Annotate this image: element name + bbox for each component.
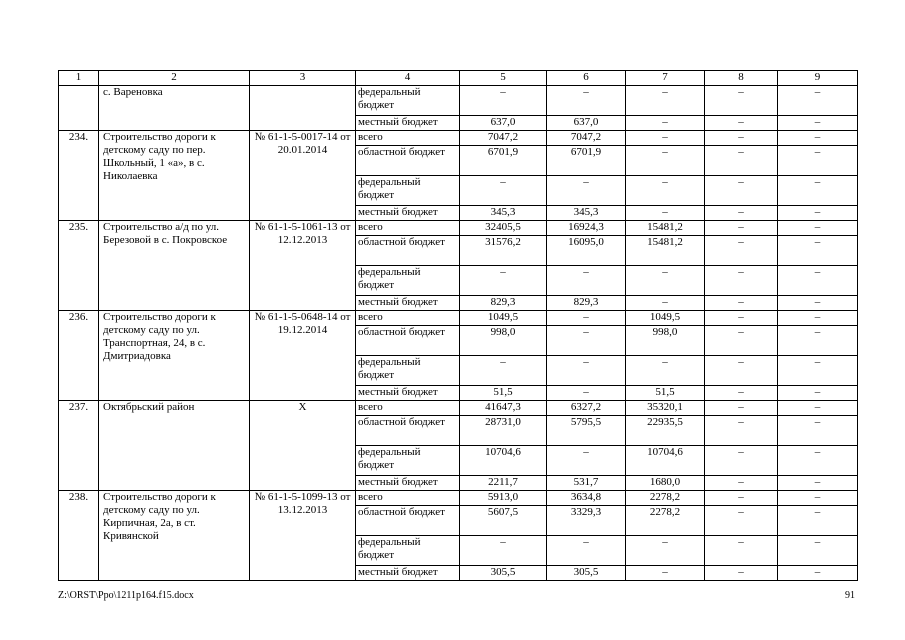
funding-type: местный бюджет	[356, 476, 460, 491]
table-row	[59, 131, 858, 146]
document-ref: № 61-1-5-0648-14 от 19.12.2014	[250, 311, 356, 401]
value-cell: –	[547, 386, 626, 401]
row-number: 235.	[59, 221, 99, 311]
funding-type: областной бюджет	[356, 326, 460, 356]
budget-table	[58, 70, 858, 581]
document-ref: № 61-1-5-1061-13 от 12.12.2013	[250, 221, 356, 311]
object-name: Октябрьский район	[99, 401, 250, 491]
column-header: 8	[705, 71, 778, 86]
value-cell: –	[705, 116, 778, 131]
value-cell: –	[778, 236, 858, 266]
value-cell: 829,3	[547, 296, 626, 311]
value-cell: 28731,0	[460, 416, 547, 446]
value-cell: –	[705, 386, 778, 401]
table-row	[59, 401, 858, 416]
value-cell: 7047,2	[547, 131, 626, 146]
value-cell: –	[547, 536, 626, 566]
value-cell: 15481,2	[626, 236, 705, 266]
value-cell: 2211,7	[460, 476, 547, 491]
column-header: 3	[250, 71, 356, 86]
row-number: 238.	[59, 491, 99, 581]
value-cell: –	[705, 446, 778, 476]
value-cell: –	[705, 221, 778, 236]
row-number: 237.	[59, 401, 99, 491]
funding-type: федеральный бюджет	[356, 356, 460, 386]
table-row	[59, 221, 858, 236]
value-cell: –	[460, 356, 547, 386]
value-cell: 5795,5	[547, 416, 626, 446]
funding-type: всего	[356, 131, 460, 146]
object-name: с. Вареновка	[99, 86, 250, 131]
column-header: 5	[460, 71, 547, 86]
funding-type: местный бюджет	[356, 206, 460, 221]
funding-type: федеральный бюджет	[356, 176, 460, 206]
value-cell: 35320,1	[626, 401, 705, 416]
funding-type: областной бюджет	[356, 236, 460, 266]
value-cell: 2278,2	[626, 506, 705, 536]
value-cell: –	[778, 476, 858, 491]
value-cell: –	[778, 86, 858, 116]
value-cell: –	[705, 176, 778, 206]
value-cell: 16924,3	[547, 221, 626, 236]
value-cell: –	[547, 446, 626, 476]
value-cell: –	[778, 326, 858, 356]
value-cell: –	[778, 401, 858, 416]
funding-type: местный бюджет	[356, 116, 460, 131]
value-cell: 345,3	[547, 206, 626, 221]
value-cell: –	[778, 446, 858, 476]
value-cell: –	[778, 176, 858, 206]
value-cell: –	[778, 296, 858, 311]
object-name: Строительство а/д по ул. Березовой в с. Покровское	[99, 221, 250, 311]
value-cell: –	[626, 566, 705, 581]
funding-type: местный бюджет	[356, 386, 460, 401]
document-ref: Х	[250, 401, 356, 491]
value-cell: –	[705, 566, 778, 581]
funding-type: всего	[356, 221, 460, 236]
document-ref: № 61-1-5-0017-14 от 20.01.2014	[250, 131, 356, 221]
value-cell: 51,5	[626, 386, 705, 401]
funding-type: всего	[356, 311, 460, 326]
value-cell: –	[547, 266, 626, 296]
value-cell: –	[778, 146, 858, 176]
table-row	[59, 491, 858, 506]
funding-type: федеральный бюджет	[356, 536, 460, 566]
value-cell: –	[460, 536, 547, 566]
value-cell: –	[778, 566, 858, 581]
document-ref: № 61-1-5-1099-13 от 13.12.2013	[250, 491, 356, 581]
value-cell: –	[547, 176, 626, 206]
value-cell: –	[778, 221, 858, 236]
column-header: 1	[59, 71, 99, 86]
value-cell: –	[778, 506, 858, 536]
value-cell: –	[705, 401, 778, 416]
row-number: 234.	[59, 131, 99, 221]
table-body	[59, 71, 858, 581]
funding-type: областной бюджет	[356, 416, 460, 446]
value-cell: 22935,5	[626, 416, 705, 446]
funding-type: всего	[356, 491, 460, 506]
value-cell: 3634,8	[547, 491, 626, 506]
value-cell: –	[547, 311, 626, 326]
value-cell: –	[778, 416, 858, 446]
funding-type: федеральный бюджет	[356, 86, 460, 116]
funding-type: местный бюджет	[356, 566, 460, 581]
column-header: 9	[778, 71, 858, 86]
value-cell: 345,3	[460, 206, 547, 221]
value-cell: –	[626, 266, 705, 296]
value-cell: –	[547, 356, 626, 386]
funding-type: всего	[356, 401, 460, 416]
value-cell: –	[705, 536, 778, 566]
value-cell: 51,5	[460, 386, 547, 401]
funding-type: федеральный бюджет	[356, 266, 460, 296]
value-cell: –	[626, 86, 705, 116]
footer-file-path: Z:\ORST\Ppo\1211p164.f15.docx	[58, 590, 194, 601]
header-row	[59, 71, 858, 86]
value-cell: –	[626, 206, 705, 221]
value-cell: –	[778, 116, 858, 131]
value-cell: –	[626, 296, 705, 311]
column-header: 6	[547, 71, 626, 86]
object-name: Строительство дороги к детскому саду по ул. Транспортная, 24, в с. Дмитриадовка	[99, 311, 250, 401]
value-cell: 41647,3	[460, 401, 547, 416]
value-cell: –	[705, 131, 778, 146]
value-cell: 6327,2	[547, 401, 626, 416]
value-cell: –	[778, 536, 858, 566]
row-number	[59, 86, 99, 131]
value-cell: –	[705, 206, 778, 221]
value-cell: –	[705, 266, 778, 296]
column-header: 4	[356, 71, 460, 86]
value-cell: –	[626, 131, 705, 146]
column-header: 2	[99, 71, 250, 86]
value-cell: 7047,2	[460, 131, 547, 146]
value-cell: –	[626, 176, 705, 206]
value-cell: –	[705, 296, 778, 311]
value-cell: –	[705, 86, 778, 116]
value-cell: –	[778, 311, 858, 326]
value-cell: 32405,5	[460, 221, 547, 236]
value-cell: 16095,0	[547, 236, 626, 266]
value-cell: –	[705, 311, 778, 326]
value-cell: –	[626, 116, 705, 131]
value-cell: –	[778, 491, 858, 506]
value-cell: 2278,2	[626, 491, 705, 506]
value-cell: –	[778, 356, 858, 386]
value-cell: –	[705, 326, 778, 356]
value-cell: 637,0	[460, 116, 547, 131]
table-row	[59, 86, 858, 116]
funding-type: областной бюджет	[356, 506, 460, 536]
value-cell: –	[547, 326, 626, 356]
value-cell: 3329,3	[547, 506, 626, 536]
value-cell: 1680,0	[626, 476, 705, 491]
value-cell: 998,0	[460, 326, 547, 356]
value-cell: 305,5	[460, 566, 547, 581]
row-number: 236.	[59, 311, 99, 401]
value-cell: 15481,2	[626, 221, 705, 236]
value-cell: 6701,9	[547, 146, 626, 176]
object-name: Строительство дороги к детскому саду по пер. Школьный, 1 «а», в с. Николаевка	[99, 131, 250, 221]
value-cell: 6701,9	[460, 146, 547, 176]
value-cell: 305,5	[547, 566, 626, 581]
value-cell: 829,3	[460, 296, 547, 311]
value-cell: –	[460, 266, 547, 296]
value-cell: –	[626, 146, 705, 176]
value-cell: –	[778, 206, 858, 221]
page-number: 91	[845, 590, 855, 601]
value-cell: –	[778, 386, 858, 401]
value-cell: –	[705, 146, 778, 176]
value-cell: –	[626, 356, 705, 386]
value-cell: –	[547, 86, 626, 116]
value-cell: –	[705, 356, 778, 386]
value-cell: 998,0	[626, 326, 705, 356]
value-cell: –	[460, 86, 547, 116]
value-cell: 637,0	[547, 116, 626, 131]
funding-type: местный бюджет	[356, 296, 460, 311]
value-cell: 1049,5	[626, 311, 705, 326]
value-cell: –	[705, 506, 778, 536]
table-row	[59, 311, 858, 326]
object-name: Строительство дороги к детскому саду по ул. Кирпичная, 2а, в ст. Кривянской	[99, 491, 250, 581]
value-cell: 31576,2	[460, 236, 547, 266]
value-cell: –	[778, 266, 858, 296]
value-cell: 5607,5	[460, 506, 547, 536]
value-cell: –	[705, 476, 778, 491]
value-cell: –	[626, 536, 705, 566]
value-cell: –	[705, 416, 778, 446]
document-ref	[250, 86, 356, 131]
funding-type: федеральный бюджет	[356, 446, 460, 476]
funding-type: областной бюджет	[356, 146, 460, 176]
value-cell: 5913,0	[460, 491, 547, 506]
value-cell: 10704,6	[460, 446, 547, 476]
value-cell: –	[705, 236, 778, 266]
column-header: 7	[626, 71, 705, 86]
value-cell: –	[460, 176, 547, 206]
value-cell: 531,7	[547, 476, 626, 491]
value-cell: 1049,5	[460, 311, 547, 326]
value-cell: 10704,6	[626, 446, 705, 476]
value-cell: –	[778, 131, 858, 146]
value-cell: –	[705, 491, 778, 506]
